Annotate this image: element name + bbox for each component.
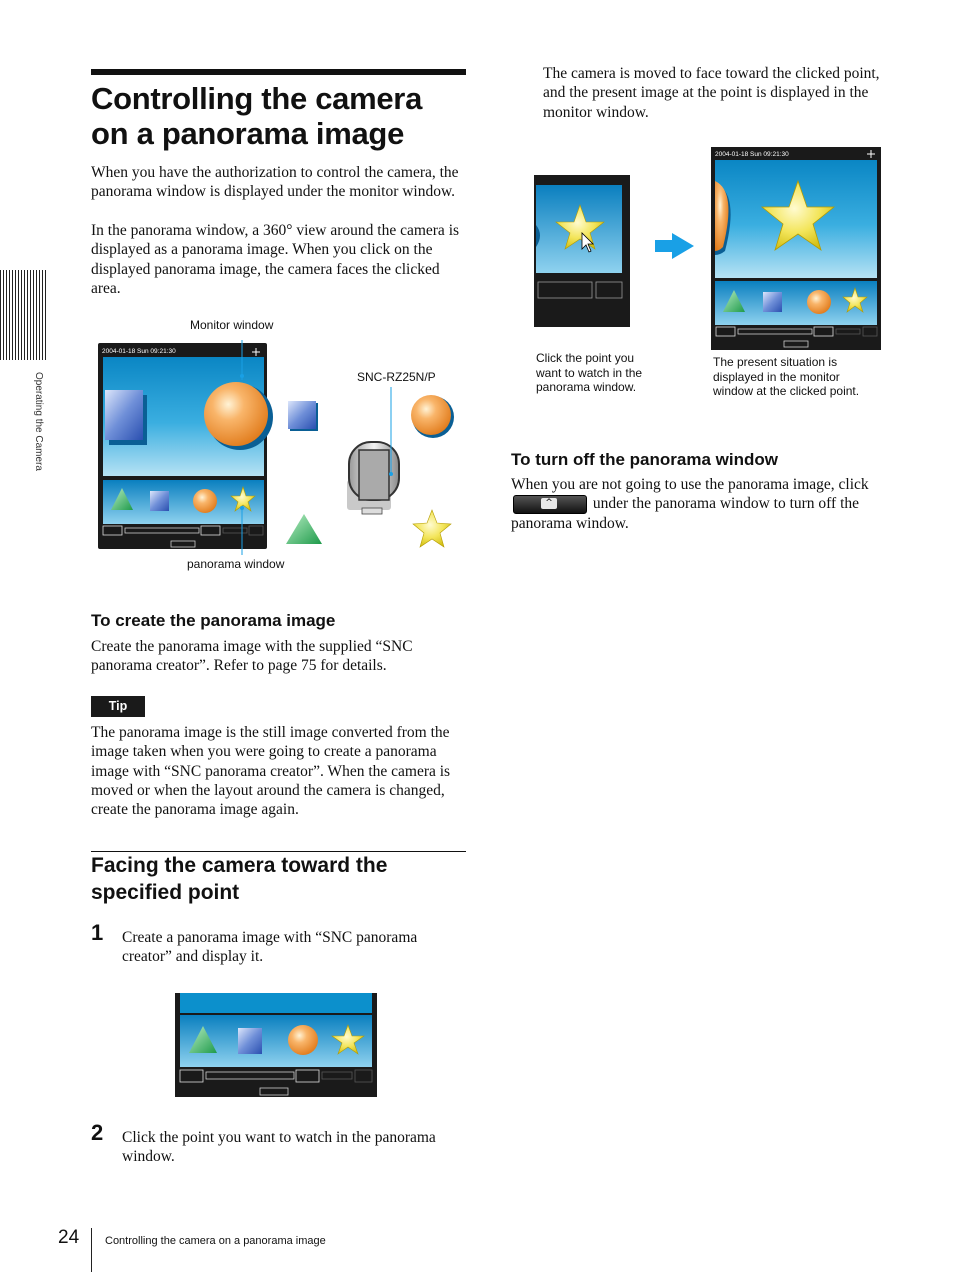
figure-panorama-window: [172, 990, 380, 1100]
sphere-icon: [807, 290, 831, 314]
turnoff-text-before: When you are not going to use the panorama image, click: [511, 476, 869, 493]
page-title: Controlling the camera on a panorama image: [91, 81, 423, 151]
step-1-text: Create a panorama image with “SNC panorama creator” and display it.: [122, 929, 418, 966]
turnoff-heading: To turn off the panorama window: [511, 450, 778, 469]
monitor-window-callout: Monitor window: [190, 318, 274, 332]
facing-heading: Facing the camera toward the specified point: [91, 854, 388, 904]
step-2-number: 2: [91, 1120, 104, 1145]
page-number: 24: [58, 1227, 80, 1248]
result-text: The camera is moved to face toward the clicked point, and the present image at the point is displayed in the monitor window.: [543, 65, 880, 121]
section-tab-stripes: [0, 270, 46, 360]
triangle-icon: [286, 514, 322, 544]
step-1-number: 1: [91, 920, 104, 945]
camera-model-callout: SNC-RZ25N/P: [357, 370, 436, 384]
star-icon: [413, 510, 451, 547]
sphere-icon: [193, 489, 217, 513]
left-caption: Click the point you want to watch in the panorama window.: [536, 351, 643, 394]
arrow-right-icon: [655, 233, 694, 259]
monitor-timestamp-2: 2004-01-18 Sun 09:21:30: [715, 151, 789, 158]
sphere-icon: [288, 1025, 318, 1055]
cube-icon: [763, 292, 782, 312]
turnoff-text: [511, 475, 886, 534]
monitor-timestamp: 2004-01-18 Sun 09:21:30: [102, 348, 176, 355]
right-caption: The present situation is displayed in the monitor window at the clicked point.: [713, 355, 860, 398]
cube-icon: [150, 491, 169, 511]
create-text: Create the panorama image with the supplied “SNC panorama creator”. Refer to page 75 for details.: [91, 638, 413, 675]
cube-icon: [288, 401, 318, 431]
chevron-up-icon: ^: [541, 498, 557, 509]
title-rule: [91, 69, 466, 75]
running-title: Controlling the camera on a panorama image: [105, 1235, 326, 1247]
cube-icon: [105, 390, 147, 445]
hide-panorama-button[interactable]: [513, 495, 587, 514]
figure-click-result: [532, 145, 884, 355]
cube-icon: [238, 1028, 262, 1054]
figure-monitor-and-camera: [95, 340, 465, 555]
sphere-icon: [411, 395, 454, 438]
tip-text: The panorama image is the still image converted from the image taken when you were going to create a panorama image with “SNC panorama creator”. When the camera is moved or when the layout around the camera is changed, create the panorama image again.: [91, 724, 451, 819]
step-2-text: Click the point you want to watch in the panorama window.: [122, 1129, 436, 1166]
section-side-label: Operating the Camera: [33, 372, 44, 471]
intro-paragraph-2: In the panorama window, a 360° view around the camera is displayed as a panorama image. When you click on the displayed panorama image, the camera faces the clicked area.: [91, 222, 460, 297]
intro-paragraph-1: When you have the authorization to control the camera, the panorama window is displayed under the monitor window.: [91, 164, 459, 201]
tip-badge: Tip: [91, 696, 145, 717]
create-heading: To create the panorama image: [91, 611, 336, 630]
footer-rule: [91, 1228, 92, 1272]
panorama-window-callout: panorama window: [187, 557, 285, 571]
turnoff-text-after: under the panorama window to turn off the panorama window.: [511, 495, 860, 533]
